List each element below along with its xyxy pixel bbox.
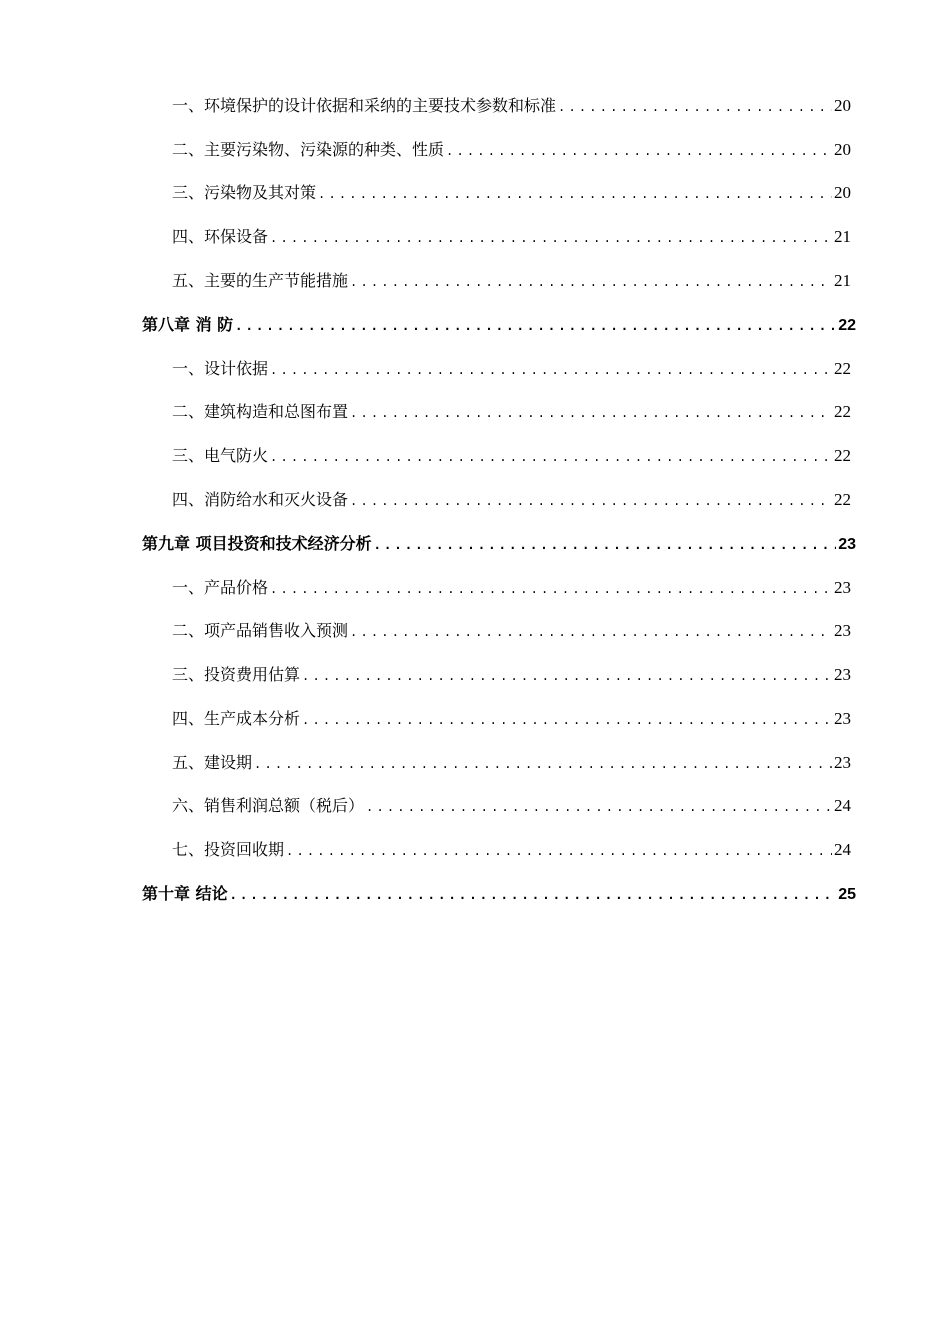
toc-entry[interactable]: [172, 180, 851, 210]
toc-chapter-entry[interactable]: [142, 531, 856, 561]
toc-leader-dots: [302, 669, 832, 683]
toc-entry-page: 24: [834, 796, 851, 815]
toc-leader-dots: [302, 713, 832, 727]
toc-entry[interactable]: [172, 399, 851, 429]
toc-entry[interactable]: [172, 837, 851, 867]
toc-leader-dots: [350, 494, 832, 508]
toc-entry-title: 二、主要污染物、污染源的种类、性质: [172, 140, 445, 159]
toc-leader-dots: [350, 625, 832, 639]
toc-leader-dots: [350, 406, 832, 420]
toc-entry[interactable]: [172, 443, 851, 473]
toc-entry-page: 22: [834, 402, 851, 421]
toc-entry[interactable]: [172, 93, 851, 123]
toc-entry-title: 一、设计依据: [172, 359, 269, 378]
toc-chapter-page: 22: [838, 317, 856, 334]
toc-entry-page: 22: [834, 359, 851, 378]
toc-chapter-title: 第九章 项目投资和技术经济分析: [142, 534, 372, 553]
toc-entry-title: 一、环境保护的设计依据和采纳的主要技术参数和标准: [172, 96, 557, 115]
toc-entry-page: 24: [834, 840, 851, 859]
toc-entry-page: 20: [834, 183, 851, 202]
toc-leader-dots: [235, 319, 836, 333]
toc-leader-dots: [270, 231, 832, 245]
toc-entry-title: 七、投资回收期: [172, 840, 285, 859]
toc-leader-dots: [374, 538, 837, 552]
toc-entry-title: 三、污染物及其对策: [172, 183, 317, 202]
toc-entry-page: 22: [834, 446, 851, 465]
toc-chapter-title: 第十章 结论: [142, 884, 228, 903]
toc-entry[interactable]: [172, 575, 851, 605]
toc-leader-dots: [270, 363, 832, 377]
toc-entry-page: 20: [834, 140, 851, 159]
toc-chapter-entry[interactable]: [142, 312, 856, 342]
toc-entry-title: 五、建设期: [172, 753, 253, 772]
toc-entry[interactable]: [172, 662, 851, 692]
toc-entry-title: 四、生产成本分析: [172, 709, 301, 728]
toc-entry-title: 五、主要的生产节能措施: [172, 271, 349, 290]
toc-entry-title: 四、消防给水和灭火设备: [172, 490, 349, 509]
toc-leader-dots: [366, 800, 832, 814]
toc-entry-page: 23: [834, 753, 851, 772]
toc-chapter-page: 25: [838, 886, 856, 903]
toc-leader-dots: [446, 144, 832, 158]
toc-entry[interactable]: [172, 137, 851, 167]
toc-leader-dots: [286, 844, 832, 858]
toc-entry-title: 六、销售利润总额（税后）: [172, 796, 365, 815]
toc-entry[interactable]: [172, 224, 851, 254]
toc-entry-page: 20: [834, 96, 851, 115]
toc-entry[interactable]: [172, 793, 851, 823]
toc-entry-title: 四、环保设备: [172, 227, 269, 246]
toc-entry-title: 三、电气防火: [172, 446, 269, 465]
toc-leader-dots: [230, 888, 837, 902]
toc-entry[interactable]: [172, 356, 851, 386]
toc-entry-page: 23: [834, 621, 851, 640]
toc-entry[interactable]: [172, 268, 851, 298]
toc-entry[interactable]: [172, 706, 851, 736]
toc-entry-page: 21: [834, 271, 851, 290]
toc-entry[interactable]: [172, 618, 851, 648]
toc-entry-page: 22: [834, 490, 851, 509]
toc-leader-dots: [270, 450, 832, 464]
toc-entry-title: 二、建筑构造和总图布置: [172, 402, 349, 421]
toc-leader-dots: [254, 757, 832, 771]
toc-chapter-title: 第八章 消 防: [142, 315, 234, 334]
toc-entry-title: 二、项产品销售收入预测: [172, 621, 349, 640]
toc-entry-title: 三、投资费用估算: [172, 665, 301, 684]
toc-entry-page: 23: [834, 709, 851, 728]
toc-entry[interactable]: [172, 750, 851, 780]
toc-entry-page: 23: [834, 665, 851, 684]
toc-leader-dots: [558, 100, 832, 114]
toc-entry[interactable]: [172, 487, 851, 517]
toc-chapter-entry[interactable]: [142, 881, 856, 911]
toc-entry-page: 23: [834, 578, 851, 597]
toc-entry-page: 21: [834, 227, 851, 246]
toc-chapter-page: 23: [838, 536, 856, 553]
toc-leader-dots: [350, 275, 832, 289]
toc-leader-dots: [270, 582, 832, 596]
toc-entry-title: 一、产品价格: [172, 578, 269, 597]
toc-leader-dots: [318, 187, 832, 201]
